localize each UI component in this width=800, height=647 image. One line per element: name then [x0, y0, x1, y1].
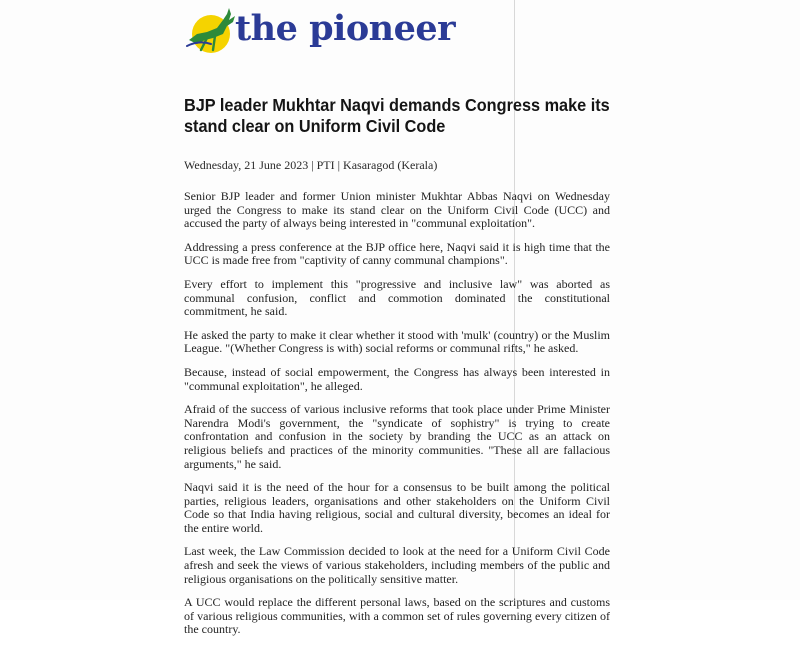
article-paragraph: Afraid of the success of various inclusive reforms that took place under Prime Minister Narendra Modi's government, the "syndicate of sophistry" is trying to create confrontation and confusion in the society by branding the UCC as an attack on religious beliefs and practices of the minority communities. "These all are fallacious arguments," he said.: [184, 402, 610, 471]
masthead: [183, 4, 463, 56]
publication-wordmark: the pioneer: [235, 8, 456, 49]
article-paragraph: Every effort to implement this "progressive and inclusive law" was aborted as communal confusion, conflict and commotion dominated the constitutional commitment, he said.: [184, 276, 610, 319]
pioneer-deer-logo-icon: [183, 4, 239, 56]
article-paragraph: Because, instead of social empowerment, the Congress has always been interested in "communal exploitation", he alleged.: [184, 364, 610, 393]
article-paragraph: Naqvi said it is the need of the hour for a consensus to be built among the political parties, religious leaders, organisations and other stakeholders on the Uniform Civil Code so that India having religious, social and cultural diversity, becomes an ideal for the entire world.: [184, 480, 610, 535]
article-paragraph: A UCC would replace the different personal laws, based on the scriptures and customs of various religious communities, with a common set of rules governing every citizen of the country.: [184, 595, 610, 637]
article-paragraph: Senior BJP leader and former Union minister Mukhtar Abbas Naqvi on Wednesday urged the Congress to make its stand clear on the Uniform Civil Code (UCC) and accused the party of always being interested in "communal exploitation".: [184, 189, 610, 231]
article-body: [184, 190, 610, 637]
article-paragraph: He asked the party to make it clear whether it stood with 'mulk' (country) or the Muslim League. "(Whether Congress is with) social reforms or communal rifts," he asked.: [184, 327, 610, 356]
article-headline: BJP leader Mukhtar Naqvi demands Congress make its stand clear on Uniform Civil Code: [184, 95, 610, 136]
article: [184, 95, 610, 647]
article-paragraph: Last week, the Law Commission decided to look at the need for a Uniform Civil Code afresh and seek the views of various stakeholders, including members of the public and religious organisations on the politically sensitive matter.: [184, 544, 610, 586]
article-paragraph: Addressing a press conference at the BJP office here, Naqvi said it is high time that the UCC is made free from "captivity of canny communal champions".: [184, 239, 610, 268]
article-dateline: Wednesday, 21 June 2023 | PTI | Kasaragod (Kerala): [184, 158, 438, 172]
